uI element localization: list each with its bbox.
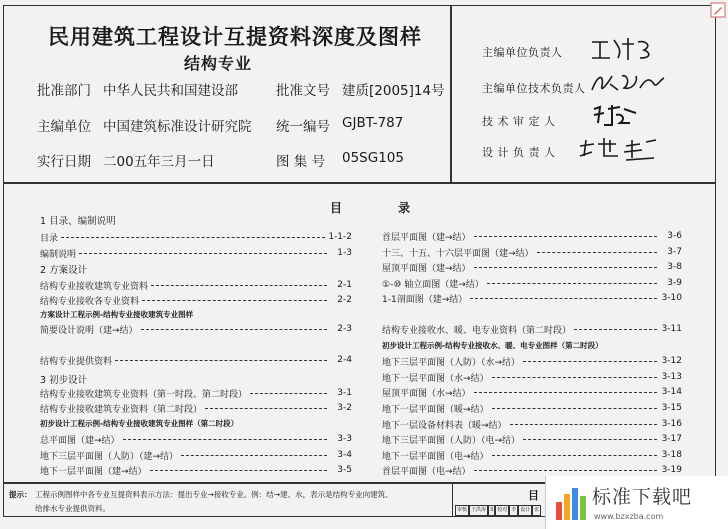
note-label: 提示： <box>9 490 32 499</box>
atlas-title: 民用建筑工程设计互提资料深度及图样 <box>48 25 422 49</box>
toc-entry[interactable] <box>382 229 682 243</box>
edit-corner-icon[interactable] <box>710 2 726 18</box>
toc-entry-page: 3-12 <box>661 356 682 366</box>
toc-entry-title: 屋顶平面图（水→结） <box>382 388 471 399</box>
toc-entry-page: 3-14 <box>661 387 682 397</box>
watermark-banner[interactable] <box>545 476 728 529</box>
signature-chief <box>588 36 658 62</box>
toc-entry-title: 编制说明 <box>40 249 77 260</box>
header-divider <box>450 5 452 183</box>
toc-entry-page: 3-19 <box>661 465 682 475</box>
toc-entry-title: 地下三层平面图（人防）（电→结） <box>382 435 521 446</box>
footer-title: 目 <box>528 489 539 502</box>
toc-leader-dashes <box>79 253 327 254</box>
toc-entry[interactable] <box>40 353 352 367</box>
toc-entry-page: 3-2 <box>337 403 352 413</box>
watermark-url: www.bzxzba.com <box>594 512 664 521</box>
toc-entry-title: 地下一层平面图（建→结） <box>40 466 147 477</box>
toc-entry[interactable] <box>382 463 682 477</box>
toc-entry[interactable] <box>40 448 352 462</box>
toc-entry-page: 3-16 <box>661 419 682 429</box>
toc-leader-dashes <box>181 455 327 456</box>
watermark-logo-icon <box>554 482 588 522</box>
toc-entry[interactable] <box>382 370 682 384</box>
toc-entry-page: 3-4 <box>337 450 352 460</box>
note-line-2: 给排水专业提供资料。 <box>35 504 110 513</box>
toc-entry-title: 地下三层平面图（人防）（水→结） <box>382 357 521 368</box>
stamp-cell: 王洪涛 <box>469 505 488 516</box>
toc-entry-page: 3-8 <box>667 262 682 272</box>
toc-entry[interactable] <box>382 276 682 290</box>
sig-label-review: 技 术 审 定 人 <box>482 115 556 128</box>
toc-entry-page: 3-9 <box>667 278 682 288</box>
toc-entry-title: 结构专业接收建筑专业资料（第一时段、第二时段） <box>40 389 248 400</box>
signature-review <box>590 103 640 129</box>
toc-entry-title: 地下一层设备材料表（暖→结） <box>382 420 507 431</box>
toc-leader-dashes <box>474 267 657 268</box>
toc-entry-title: 地下一层平面图（水→结） <box>382 373 489 384</box>
stamp-cell: 李 <box>509 505 518 516</box>
toc-section-heading: 2 方案设计 <box>40 265 88 276</box>
toc-entry-title: 十三、十五、十六层平面图（建→结） <box>382 248 534 259</box>
toc-entry-title: 结构专业接收建筑专业资料 <box>40 281 149 292</box>
approve-doc-label: 批准文号 <box>276 83 330 99</box>
toc-entry[interactable] <box>382 245 682 259</box>
toc-section-heading: 1 目录、编制说明 <box>40 216 116 227</box>
toc-leader-dashes <box>474 236 657 237</box>
toc-leader-dashes <box>537 252 657 253</box>
toc-entry[interactable] <box>40 278 352 292</box>
toc-entry-page: 3-11 <box>661 324 682 334</box>
toc-leader-dashes <box>574 329 657 330</box>
toc-entry[interactable] <box>382 417 682 431</box>
toc-entry-title: 首层平面图（电→结） <box>382 466 471 477</box>
toc-leader-dashes <box>115 360 327 361</box>
toc-entry-page: 2-1 <box>337 280 352 290</box>
toc-entry-page: 3-18 <box>661 450 682 460</box>
stamp-cell: 设计 <box>518 505 532 516</box>
toc-entry-page: 2-4 <box>337 355 352 365</box>
toc-entry[interactable] <box>382 260 682 274</box>
atlas-no: 05SG105 <box>342 150 404 166</box>
toc-entry[interactable] <box>382 322 682 336</box>
toc-entry-page: 3-7 <box>667 247 682 257</box>
toc-entry-title: 地下一层平面图（电→结） <box>382 451 489 462</box>
signature-tech <box>588 70 668 96</box>
toc-entry-title: ①-⑩ 轴立面图（建→结） <box>382 279 484 290</box>
toc-entry-title: 总平面图（建→结） <box>40 435 120 446</box>
toc-entry[interactable] <box>382 401 682 415</box>
toc-entry-title: 结构专业接收建筑专业资料（第二时段） <box>40 404 203 415</box>
toc-leader-dashes <box>474 470 657 471</box>
toc-entry[interactable] <box>382 432 682 446</box>
watermark-text: 标准下载吧 <box>592 486 693 508</box>
review-stamp-row <box>455 505 541 516</box>
toc-entry-page: 1-1-2 <box>328 232 352 242</box>
approve-dept: 中华人民共和国建设部 <box>103 83 238 99</box>
note-line-1: 工程示例图样中各专业互提资料表示方法：提出专业→接收专业。例：结→建、水，表示是结构专业向建筑、 <box>35 490 393 499</box>
toc-leader-dashes <box>523 439 657 440</box>
toc-entry[interactable] <box>40 386 352 400</box>
toc-heading: 目 录 <box>330 201 437 215</box>
toc-entry-title: 结构专业接收各专业资料 <box>40 296 140 307</box>
toc-entry-title: 目录 <box>40 233 59 244</box>
unified-no: GJBT-787 <box>342 115 404 131</box>
toc-entry-page: 3-3 <box>337 434 352 444</box>
toc-entry[interactable] <box>40 293 352 307</box>
toc-entry[interactable] <box>40 230 352 244</box>
toc-entry-title: 结构专业提供资料 <box>40 356 113 367</box>
atlas-subtitle: 结构专业 <box>184 54 253 73</box>
toc-entry-page: 1-3 <box>337 248 352 258</box>
toc-entry-page: 3-17 <box>661 434 682 444</box>
toc-subsection-heading: 方案设计工程示例-结构专业接收建筑专业图样 <box>40 310 194 319</box>
date: 二00五年三月一日 <box>103 154 215 170</box>
toc-leader-dashes <box>142 300 327 301</box>
stamp-cell: 校对 <box>495 505 509 516</box>
toc-subsection-heading: 初步设计工程示例-结构专业接收水、暖、电专业图样（第二时段） <box>382 341 603 350</box>
toc-entry[interactable] <box>382 291 682 305</box>
toc-entry-title: 1-1剖面图（建→结） <box>382 294 468 305</box>
footer-divider <box>452 482 453 516</box>
stamp-cell: 审核 <box>455 505 469 516</box>
toc-entry[interactable] <box>40 246 352 260</box>
toc-subsection-heading: 初步设计工程示例-结构专业接收建筑专业图样（第二时段） <box>40 419 239 428</box>
toc-leader-dashes <box>150 470 327 471</box>
toc-entry-page: 2-2 <box>337 295 352 305</box>
toc-entry-page: 3-6 <box>667 231 682 241</box>
toc-entry-page: 3-15 <box>661 403 682 413</box>
editor: 中国建筑标准设计研究院 <box>103 119 252 135</box>
toc-entry-title: 地下一层平面图（暖→结） <box>382 404 489 415</box>
editor-label: 主编单位 <box>37 119 91 135</box>
toc-entry[interactable] <box>382 385 682 399</box>
toc-leader-dashes <box>523 361 657 362</box>
date-label: 实行日期 <box>37 154 91 170</box>
toc-leader-dashes <box>492 377 657 378</box>
toc-entry-title: 结构专业接收水、暖、电专业资料（第二时段） <box>382 325 572 336</box>
toc-leader-dashes <box>492 455 657 456</box>
approve-dept-label: 批准部门 <box>37 83 91 99</box>
toc-entry-page: 3-1 <box>337 388 352 398</box>
toc-entry[interactable] <box>40 401 352 415</box>
toc-section-heading: 3 初步设计 <box>40 375 88 386</box>
toc-entry[interactable] <box>40 432 352 446</box>
toc-entry[interactable] <box>40 463 352 477</box>
sig-label-chief: 主编单位负责人 <box>482 46 563 59</box>
toc-entry[interactable] <box>382 448 682 462</box>
toc-leader-dashes <box>250 393 327 394</box>
toc-entry-title: 屋顶平面图（建→结） <box>382 263 471 274</box>
toc-entry-title: 首层平面图（建→结） <box>382 232 471 243</box>
toc-entry[interactable] <box>40 322 352 336</box>
toc-leader-dashes <box>141 329 327 330</box>
toc-leader-dashes <box>470 298 657 299</box>
toc-entry[interactable] <box>382 354 682 368</box>
header-bottom-line <box>3 182 716 184</box>
toc-leader-dashes <box>510 424 657 425</box>
toc-leader-dashes <box>205 408 327 409</box>
atlas-no-label: 图 集 号 <box>276 154 326 170</box>
toc-leader-dashes <box>487 283 657 284</box>
toc-entry-page: 2-3 <box>337 324 352 334</box>
toc-entry-page: 3-5 <box>337 465 352 475</box>
toc-leader-dashes <box>61 237 325 238</box>
sig-label-tech: 主编单位技术负责人 <box>482 82 586 95</box>
toc-leader-dashes <box>123 439 327 440</box>
approve-doc: 建质[2005]14号 <box>342 83 445 99</box>
toc-entry-title: 地下三层平面图（人防）（建→结） <box>40 451 179 462</box>
toc-leader-dashes <box>474 392 657 393</box>
toc-leader-dashes <box>492 408 657 409</box>
sig-label-design: 设 计 负 责 人 <box>482 146 556 159</box>
unified-no-label: 统一编号 <box>276 119 330 135</box>
toc-entry-title: 简要设计说明（建→结） <box>40 325 138 336</box>
signature-design <box>576 136 660 164</box>
stamp-cell: 张 <box>532 505 541 516</box>
toc-leader-dashes <box>151 285 327 286</box>
toc-entry-page: 3-13 <box>661 372 682 382</box>
toc-entry-page: 3-10 <box>661 293 682 303</box>
stamp-cell: 3 <box>488 505 495 516</box>
